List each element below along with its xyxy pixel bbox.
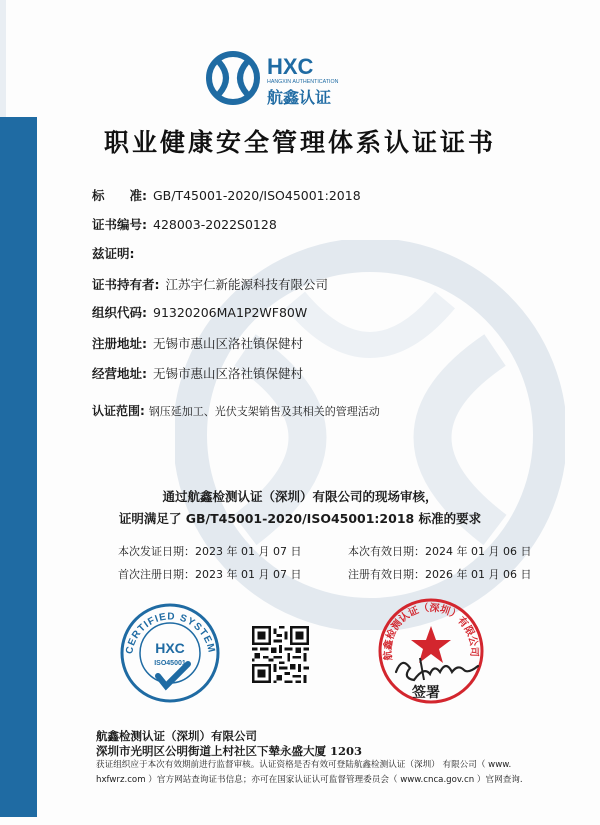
field-reg-address bbox=[92, 334, 303, 352]
first-reg-date-value: 2023 年 01 月 07 日 bbox=[195, 568, 302, 581]
holder-label: 证书持有者: bbox=[92, 277, 160, 292]
standard-value: GB/T45001-2020/ISO45001:2018 bbox=[153, 188, 361, 203]
reg-address-label: 注册地址: bbox=[92, 336, 147, 351]
left-blue-band bbox=[0, 117, 37, 817]
logo-cn: 航鑫认证 bbox=[267, 88, 332, 107]
org-code-value: 91320206MA1P2WF80W bbox=[153, 305, 308, 320]
first-reg-date bbox=[118, 566, 301, 582]
issue-date-value: 2023 年 01 月 07 日 bbox=[195, 545, 302, 558]
statement-line-2: 证明满足了 GB/T45001-2020/ISO45001:2018 标准的要求 bbox=[118, 511, 482, 526]
certificate-title: 职业健康安全管理体系认证证书 bbox=[103, 128, 496, 157]
scope-label: 认证范围: bbox=[92, 404, 145, 418]
logo-sub: HANGXIN AUTHENTICATION bbox=[267, 79, 339, 85]
reg-valid-date-label: 注册有效日期： bbox=[348, 568, 425, 581]
cert-no-value: 428003-2022S0128 bbox=[153, 217, 277, 232]
valid-date-label: 本次有效日期： bbox=[348, 545, 425, 558]
field-standard bbox=[92, 186, 361, 204]
certify-label: 兹证明: bbox=[92, 246, 135, 261]
biz-address-label: 经营地址: bbox=[92, 366, 147, 381]
valid-date-value: 2024 年 01 月 06 日 bbox=[425, 545, 532, 558]
issue-date-label: 本次发证日期： bbox=[118, 545, 195, 558]
seal-ring-text: CERTIFIED SYSTEM bbox=[124, 611, 217, 655]
qr-code[interactable] bbox=[252, 626, 309, 683]
field-biz-address bbox=[92, 364, 303, 382]
org-address: 深圳市光明区公明街道上村社区下辇永盛大厦 1203 bbox=[96, 744, 363, 758]
cert-no-label: 证书编号: bbox=[92, 217, 147, 232]
reg-valid-date bbox=[348, 566, 531, 582]
statement-line-1: 通过航鑫检测认证（深圳）有限公司的现场审核， bbox=[162, 489, 438, 504]
reg-valid-date-value: 2026 年 01 月 06 日 bbox=[425, 568, 532, 581]
org-code-label: 组织代码: bbox=[92, 305, 147, 320]
issue-date bbox=[118, 543, 301, 559]
sign-label: 签署 bbox=[412, 685, 440, 701]
certified-system-seal bbox=[118, 598, 223, 703]
valid-date bbox=[348, 543, 531, 559]
field-scope bbox=[92, 402, 380, 419]
hxc-logo bbox=[205, 48, 345, 110]
holder-value: 江苏宇仁新能源科技有限公司 bbox=[165, 277, 329, 292]
reg-address-value: 无锡市惠山区洛社镇保健村 bbox=[153, 336, 304, 351]
logo-brand: HXC bbox=[267, 54, 314, 79]
signature bbox=[390, 648, 485, 686]
left-edge-strip bbox=[0, 0, 6, 117]
seal-brand: HXC bbox=[155, 640, 185, 656]
field-certify bbox=[92, 244, 135, 262]
seal-code: ISO45001 bbox=[154, 660, 186, 667]
biz-address-value: 无锡市惠山区洛社镇保健村 bbox=[153, 366, 304, 381]
first-reg-date-label: 首次注册日期： bbox=[118, 568, 195, 581]
footer-line-1: 获证组织应于本次有效期前进行监督审核。认证资格是否有效可登陆航鑫检测认证（深圳） 有限公司（ www. bbox=[96, 760, 512, 770]
scope-value: 钢压延加工、光伏支架销售及其相关的管理活动 bbox=[148, 405, 380, 418]
field-holder bbox=[92, 275, 328, 293]
field-org-code bbox=[92, 303, 307, 321]
field-cert-no bbox=[92, 215, 277, 233]
standard-label: 标 准: bbox=[92, 188, 147, 203]
red-seal-ring-text: 航鑫检测认证（深圳）有限公司 bbox=[382, 602, 480, 661]
org-name: 航鑫检测认证（深圳）有限公司 bbox=[96, 729, 257, 743]
footer-line-2: hxfwrz.com ）官方网站查询证书信息；亦可在国家认证认可监督管理委员会（ www.cnca.gov.cn ）官网查询. bbox=[96, 775, 523, 785]
